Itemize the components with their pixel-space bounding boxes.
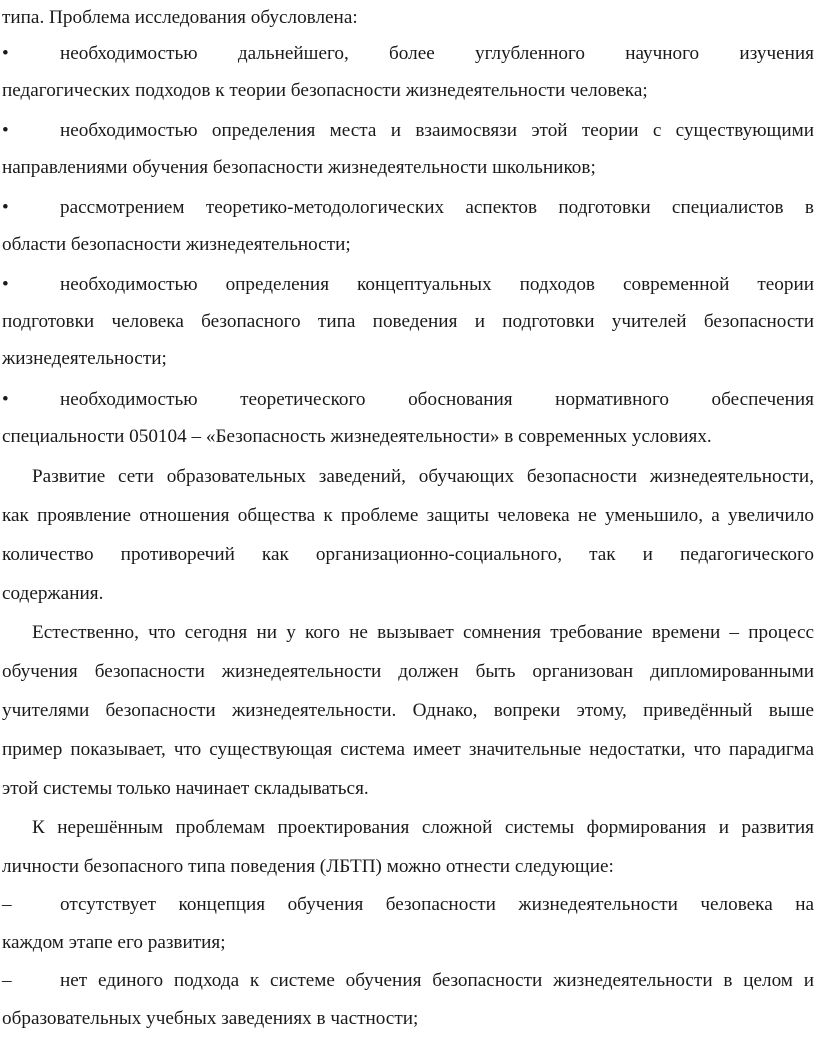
paragraph-line: Естественно, что сегодня ни у кого не вызывает сомнения требование времени – процесс <box>32 622 814 643</box>
dash-marker: – <box>2 970 12 991</box>
bullet-text: необходимостью определения места и взаимосвязи этой теории с существующими <box>60 120 814 141</box>
paragraph-line: К нерешённым проблемам проектирования сложной системы формирования и развития <box>32 817 814 838</box>
paragraph-line: содержания. <box>2 583 104 604</box>
bullet-marker: • <box>2 197 9 218</box>
bullet-marker: • <box>2 120 9 141</box>
intro-line: типа. Проблема исследования обусловлена: <box>2 7 358 28</box>
paragraph-line: Развитие сети образовательных заведений, обучающих безопасности жизнедеятельности, <box>32 466 814 487</box>
paragraph-line: обучения безопасности жизнедеятельности должен быть организован дипломированными <box>2 661 814 682</box>
dash-continuation: образовательных учебных заведениях в частности; <box>2 1008 419 1029</box>
bullet-text: необходимостью определения концептуальных подходов современной теории <box>60 274 814 295</box>
dash-marker: – <box>2 894 12 915</box>
bullet-text: необходимостью дальнейшего, более углубленного научного изучения <box>60 43 814 64</box>
bullet-continuation: подготовки человека безопасного типа поведения и подготовки учителей безопасности <box>2 311 814 332</box>
paragraph-line: пример показывает, что существующая система имеет значительные недостатки, что парадигма <box>2 739 814 760</box>
paragraph-line: личности безопасного типа поведения (ЛБТП) можно отнести следующие: <box>2 856 614 877</box>
bullet-continuation: жизнедеятельности; <box>2 348 167 369</box>
bullet-continuation: специальности 050104 – «Безопасность жизнедеятельности» в современных условиях. <box>2 426 712 447</box>
bullet-continuation: направлениями обучения безопасности жизнедеятельности школьников; <box>2 157 596 178</box>
paragraph-line: как проявление отношения общества к проблеме защиты человека не уменьшило, а увеличило <box>2 505 814 526</box>
dash-continuation: каждом этапе его развития; <box>2 932 226 953</box>
bullet-text: необходимостью теоретического обоснования нормативного обеспечения <box>60 389 814 410</box>
paragraph-line: учителями безопасности жизнедеятельности. Однако, вопреки этому, приведённый выше <box>2 700 814 721</box>
bullet-marker: • <box>2 274 9 295</box>
bullet-continuation: области безопасности жизнедеятельности; <box>2 234 351 255</box>
bullet-marker: • <box>2 43 9 64</box>
paragraph-line: этой системы только начинает складываться. <box>2 778 369 799</box>
dash-text: отсутствует концепция обучения безопасности жизнедеятельности человека на <box>60 894 814 915</box>
bullet-text: рассмотрением теоретико-методологических аспектов подготовки специалистов в <box>60 197 814 218</box>
dash-text: нет единого подхода к системе обучения безопасности жизнедеятельности в целом и <box>60 970 814 991</box>
bullet-continuation: педагогических подходов к теории безопасности жизнедеятельности человека; <box>2 80 648 101</box>
bullet-marker: • <box>2 389 9 410</box>
paragraph-line: количество противоречий как организационно-социального, так и педагогического <box>2 544 814 565</box>
